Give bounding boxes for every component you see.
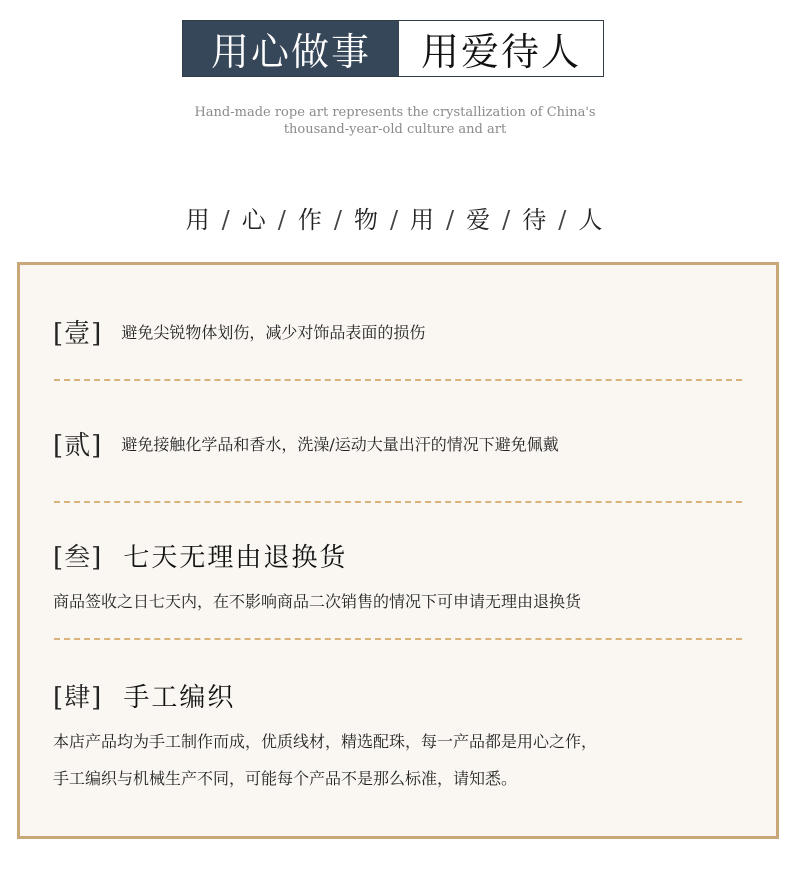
item-body-line: 手工编织与机械生产不同，可能每个产品不是那么标准，请知悉。	[53, 769, 518, 788]
motto-char: 爱	[466, 206, 493, 234]
english-subtitle	[0, 104, 790, 138]
instruction-item-2	[53, 425, 743, 462]
motto-separator: /	[446, 206, 457, 234]
instruction-item-4	[53, 677, 743, 796]
dashed-divider	[54, 638, 742, 640]
motto-char: 物	[353, 206, 380, 234]
motto-char: 待	[522, 206, 549, 234]
item-heading: 七天无理由退换货	[123, 543, 348, 573]
title-block	[182, 20, 604, 77]
motto-char: 用	[410, 206, 437, 234]
subtitle-line-2: thousand-year-old culture and art	[283, 122, 507, 137]
motto-separator: /	[389, 206, 401, 234]
motto-separator: /	[558, 206, 569, 234]
dashed-divider	[54, 379, 742, 381]
care-instructions-panel	[17, 262, 779, 839]
instruction-item-3	[53, 537, 743, 619]
item-number: [肆]	[53, 683, 103, 713]
item-text: 避免尖锐物体划伤，减少对饰品表面的损伤	[121, 323, 426, 342]
motto-char: 作	[297, 206, 324, 234]
item-number: [壹]	[53, 319, 103, 349]
item-number: [贰]	[53, 431, 103, 461]
motto	[0, 200, 790, 235]
motto-separator: /	[333, 206, 344, 234]
title-right: 用爱待人	[399, 21, 603, 76]
item-text: 避免接触化学品和香水，洗澡/运动大量出汗的情况下避免佩戴	[121, 435, 559, 454]
dashed-divider	[54, 501, 742, 503]
title-left: 用心做事	[183, 21, 399, 76]
motto-separator: /	[221, 206, 232, 234]
item-body-line: 商品签收之日七天内，在不影响商品二次销售的情况下可申请无理由退换货	[53, 592, 582, 611]
subtitle-line-1: Hand-made rope art represents the crystallization of China's	[194, 105, 596, 120]
motto-char: 心	[241, 206, 268, 234]
motto-separator: /	[277, 206, 288, 234]
motto-separator: /	[502, 206, 513, 234]
item-number: [叁]	[53, 543, 103, 573]
instruction-item-1	[53, 313, 743, 350]
item-body-line: 本店产品均为手工制作而成，优质线材，精选配珠，每一产品都是用心之作，	[53, 732, 598, 751]
motto-char: 用	[185, 206, 212, 234]
item-heading: 手工编织	[123, 683, 236, 713]
motto-char: 人	[578, 206, 605, 234]
